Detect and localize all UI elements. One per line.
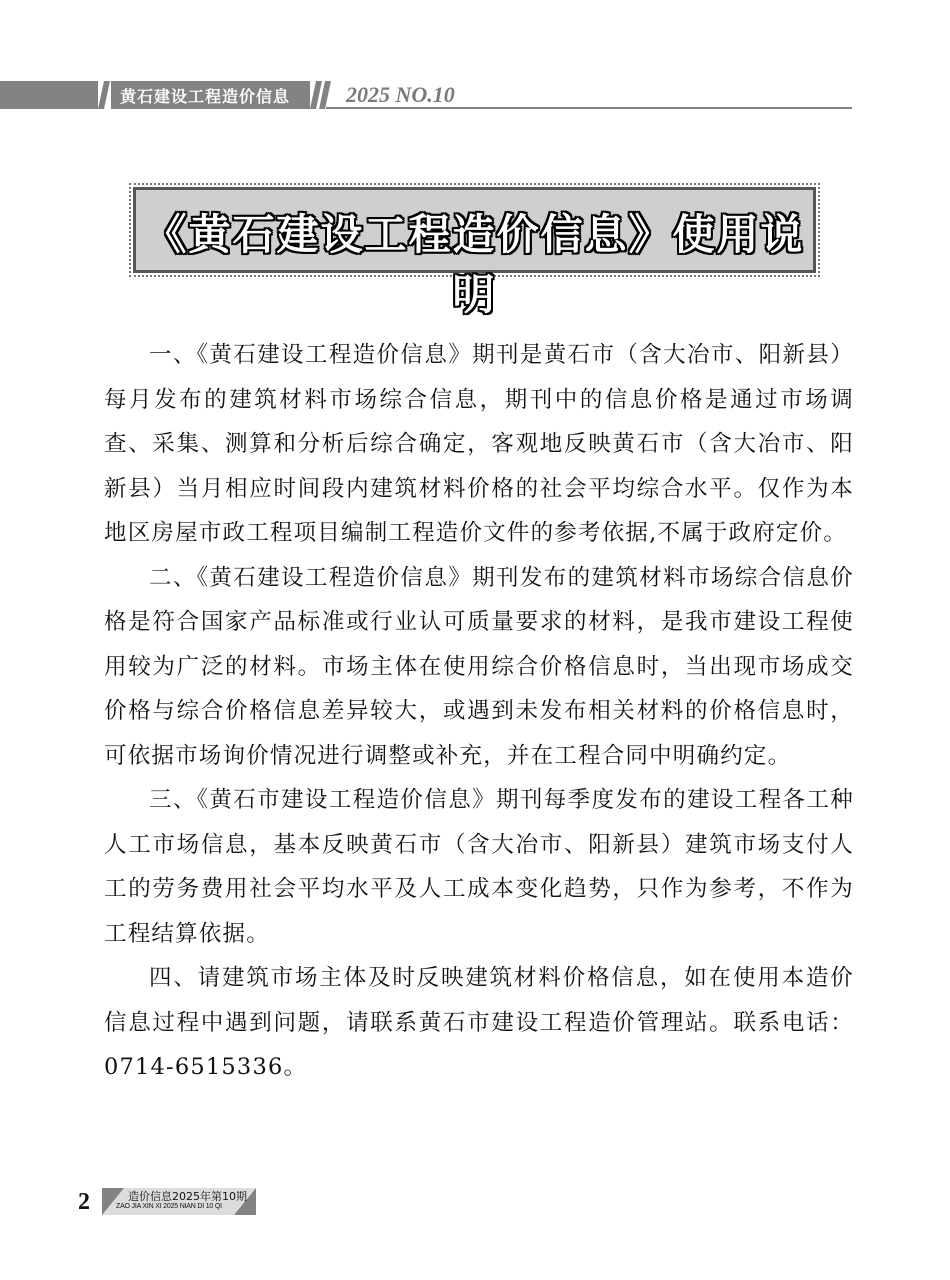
footer-issue-cn: 造价信息2025年第10期 bbox=[128, 1190, 247, 1203]
issue-number: 2025 NO.10 bbox=[346, 82, 455, 107]
footer-issue-pinyin: ZAO JIA XIN XI 2025 NIAN DI 10 QI bbox=[116, 1203, 222, 1210]
title-banner bbox=[133, 187, 816, 319]
paragraph-4: 四、请建筑市场主体及时反映建筑材料价格信息，如在使用本造价信息过程中遇到问题，请联系黄石市建设工程造价管理站。联系电话：0714-6515336。 bbox=[104, 965, 854, 1080]
paragraph-1: 一、《黄石建设工程造价信息》期刊是黄石市（含大冶市、阳新县）每月发布的建筑材料市场综合信息，期刊中的信息价格是通过市场调查、采集、测算和分析后综合确定，客观地反映黄石市（含大冶市、阳新县）当月相应时间段内建筑材料价格的社会平均综合水平。仅作为本地区房屋市政工程项目编制工程造价文件的参考依据,不属于政府定价。 bbox=[104, 342, 854, 546]
paragraph-3: 三、《黄石市建设工程造价信息》期刊每季度发布的建设工程各工种人工市场信息，基本反映黄石市（含大冶市、阳新县）建筑市场支付人工的劳务费用社会平均水平及人工成本变化趋势，只作为参考，不作为工程结算依据。 bbox=[104, 787, 854, 947]
page-title: 《黄石建设工程造价信息》使用说明 bbox=[144, 210, 805, 319]
header-bar-left bbox=[0, 81, 98, 109]
journal-title: 黄石建设工程造价信息 bbox=[120, 87, 291, 106]
page-number: 2 bbox=[78, 1189, 90, 1215]
header-stripe bbox=[98, 81, 110, 109]
triangle-decoration bbox=[102, 1188, 124, 1215]
article-body bbox=[104, 333, 854, 1090]
running-header bbox=[0, 81, 852, 109]
footer-badge bbox=[102, 1188, 256, 1215]
paragraph-2: 二、《黄石建设工程造价信息》期刊发布的建筑材料市场综合信息价格是符合国家产品标准或行业认可质量要求的材料，是我市建设工程使用较为广泛的材料。市场主体在使用综合价格信息时，当出现市场成交价格与综合价格信息差异较大，或遇到未发布相关材料的价格信息时，可依据市场询价情况进行调整或补充，并在工程合同中明确约定。 bbox=[104, 564, 854, 769]
